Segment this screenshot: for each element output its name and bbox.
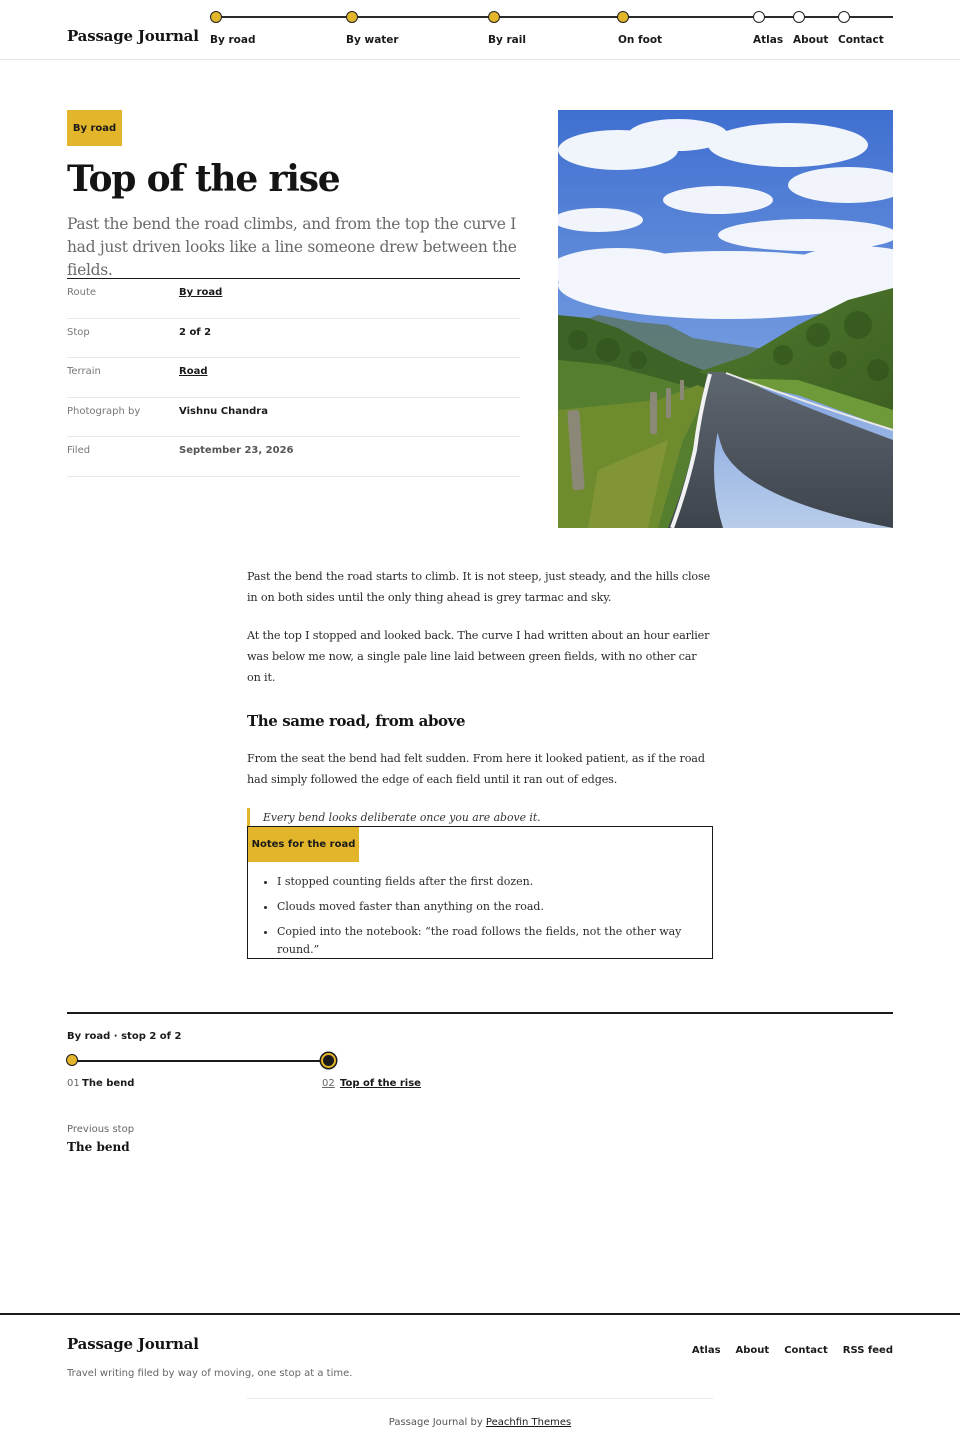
nav-label: Atlas xyxy=(753,34,784,46)
article-paragraph: From the seat the bend had felt sudden. From here it looked patient, as if the road had simply followed the edge of each field until it ran out of edges. xyxy=(247,752,705,786)
nav-item-contact[interactable] xyxy=(838,0,882,56)
footer-brand[interactable]: Passage Journal xyxy=(67,1335,199,1353)
series-stop-dot-icon[interactable] xyxy=(66,1054,78,1066)
meta-key: Terrain xyxy=(67,366,101,378)
meta-stop-value: 2 of 2 xyxy=(179,326,212,338)
nav-item-by-water[interactable] xyxy=(346,0,406,56)
nav-dot-icon xyxy=(346,11,358,23)
nav-label: On foot xyxy=(618,34,663,46)
series-stop-number[interactable]: 01 xyxy=(67,1078,80,1089)
nav-track-line xyxy=(216,16,893,18)
post-lede: Past the bend the road climbs, and from the top the curve I had just driven looks like a line someone drew between the fields. xyxy=(67,215,517,279)
footer-tagline: Travel writing filed by way of moving, one stop at a time. xyxy=(67,1368,353,1379)
article-pullquote: Every bend looks deliberate once you are above it. xyxy=(247,808,713,828)
nav-item-by-rail[interactable] xyxy=(488,0,548,56)
meta-route-link[interactable]: By road xyxy=(179,287,223,298)
notes-list-item: • Copied into the notebook: “the road follows the fields, not the other way round.” xyxy=(277,923,712,948)
footer-link-rss[interactable]: RSS feed xyxy=(842,1345,893,1356)
series-stop-link[interactable]: The bend xyxy=(82,1078,135,1089)
nav-dot-icon xyxy=(488,11,500,23)
series-stop-number: 02 xyxy=(322,1078,335,1089)
meta-photographer-value: Vishnu Chandra xyxy=(179,405,268,417)
nav-dot-icon xyxy=(838,11,850,23)
nav-dot-icon xyxy=(753,11,765,23)
meta-terrain-link[interactable]: Road xyxy=(179,366,208,378)
meta-row-route xyxy=(67,279,520,319)
article-paragraph: Past the bend the road starts to climb. It is not steep, just steady, and the hills close in on both sides until the only thing ahead is grey tarmac and sky. xyxy=(247,570,711,604)
article-paragraph: At the top I stopped and looked back. The curve I had written about an hour earlier was below me now, a single pale line laid between green fields, with no other car on it. xyxy=(247,629,710,684)
notes-list-item: • Clouds moved faster than anything on the road. xyxy=(277,898,712,923)
article-body xyxy=(247,566,713,828)
meta-filed-value: September 23, 2026 xyxy=(179,445,294,457)
meta-key: Route xyxy=(67,287,97,298)
footer-separator xyxy=(247,1398,713,1399)
meta-row-filed xyxy=(67,437,520,477)
nav-dot-icon xyxy=(793,11,805,23)
notes-box xyxy=(247,826,713,959)
series-track-line xyxy=(72,1060,329,1062)
post-meta-table xyxy=(67,278,520,477)
nav-item-by-road[interactable] xyxy=(210,0,270,56)
series-current-dot-icon xyxy=(321,1053,336,1068)
credit-link[interactable]: Peachfin Themes xyxy=(485,1417,572,1428)
notes-label: Notes for the road xyxy=(248,827,359,862)
footer-nav xyxy=(692,1345,893,1356)
meta-key: Photograph by xyxy=(67,405,141,417)
nav-dot-icon xyxy=(617,11,629,23)
nav-label: By rail xyxy=(488,34,526,46)
meta-row-terrain xyxy=(67,358,520,398)
footer-credit xyxy=(0,1417,960,1428)
footer-link-contact[interactable]: Contact xyxy=(784,1345,828,1356)
previous-stop-link[interactable]: The bend xyxy=(67,1140,130,1154)
footer-divider xyxy=(0,1313,960,1315)
footer-link-atlas[interactable]: Atlas xyxy=(691,1345,721,1356)
meta-row-photographer xyxy=(67,398,520,438)
meta-key: Filed xyxy=(67,445,91,457)
series-label: By road · stop 2 of 2 xyxy=(67,1031,182,1042)
page-title: Top of the rise xyxy=(67,158,340,200)
previous-stop-label: Previous stop xyxy=(67,1124,135,1135)
series-divider xyxy=(67,1012,893,1014)
notes-list xyxy=(277,873,712,956)
meta-key: Stop xyxy=(67,326,90,338)
category-tag[interactable]: By road xyxy=(67,110,122,146)
nav-dot-icon xyxy=(210,11,222,23)
site-brand[interactable]: Passage Journal xyxy=(67,27,199,45)
notes-list-item: • I stopped counting fields after the first dozen. xyxy=(277,873,712,898)
nav-label: By water xyxy=(346,34,399,46)
hero-photo xyxy=(558,110,893,528)
meta-row-stop xyxy=(67,319,520,359)
footer-link-about[interactable]: About xyxy=(735,1345,770,1356)
nav-item-atlas[interactable] xyxy=(753,0,789,56)
nav-label: By road xyxy=(210,34,256,46)
nav-item-on-foot[interactable] xyxy=(617,0,677,56)
site-header xyxy=(0,0,960,60)
article-subheading: The same road, from above xyxy=(247,712,466,730)
credit-text: Passage Journal by xyxy=(388,1417,486,1428)
nav-label: About xyxy=(793,34,829,46)
series-current-stop-link[interactable]: Top of the rise xyxy=(340,1078,421,1089)
nav-label: Contact xyxy=(838,34,884,46)
nav-item-about[interactable] xyxy=(793,0,829,56)
